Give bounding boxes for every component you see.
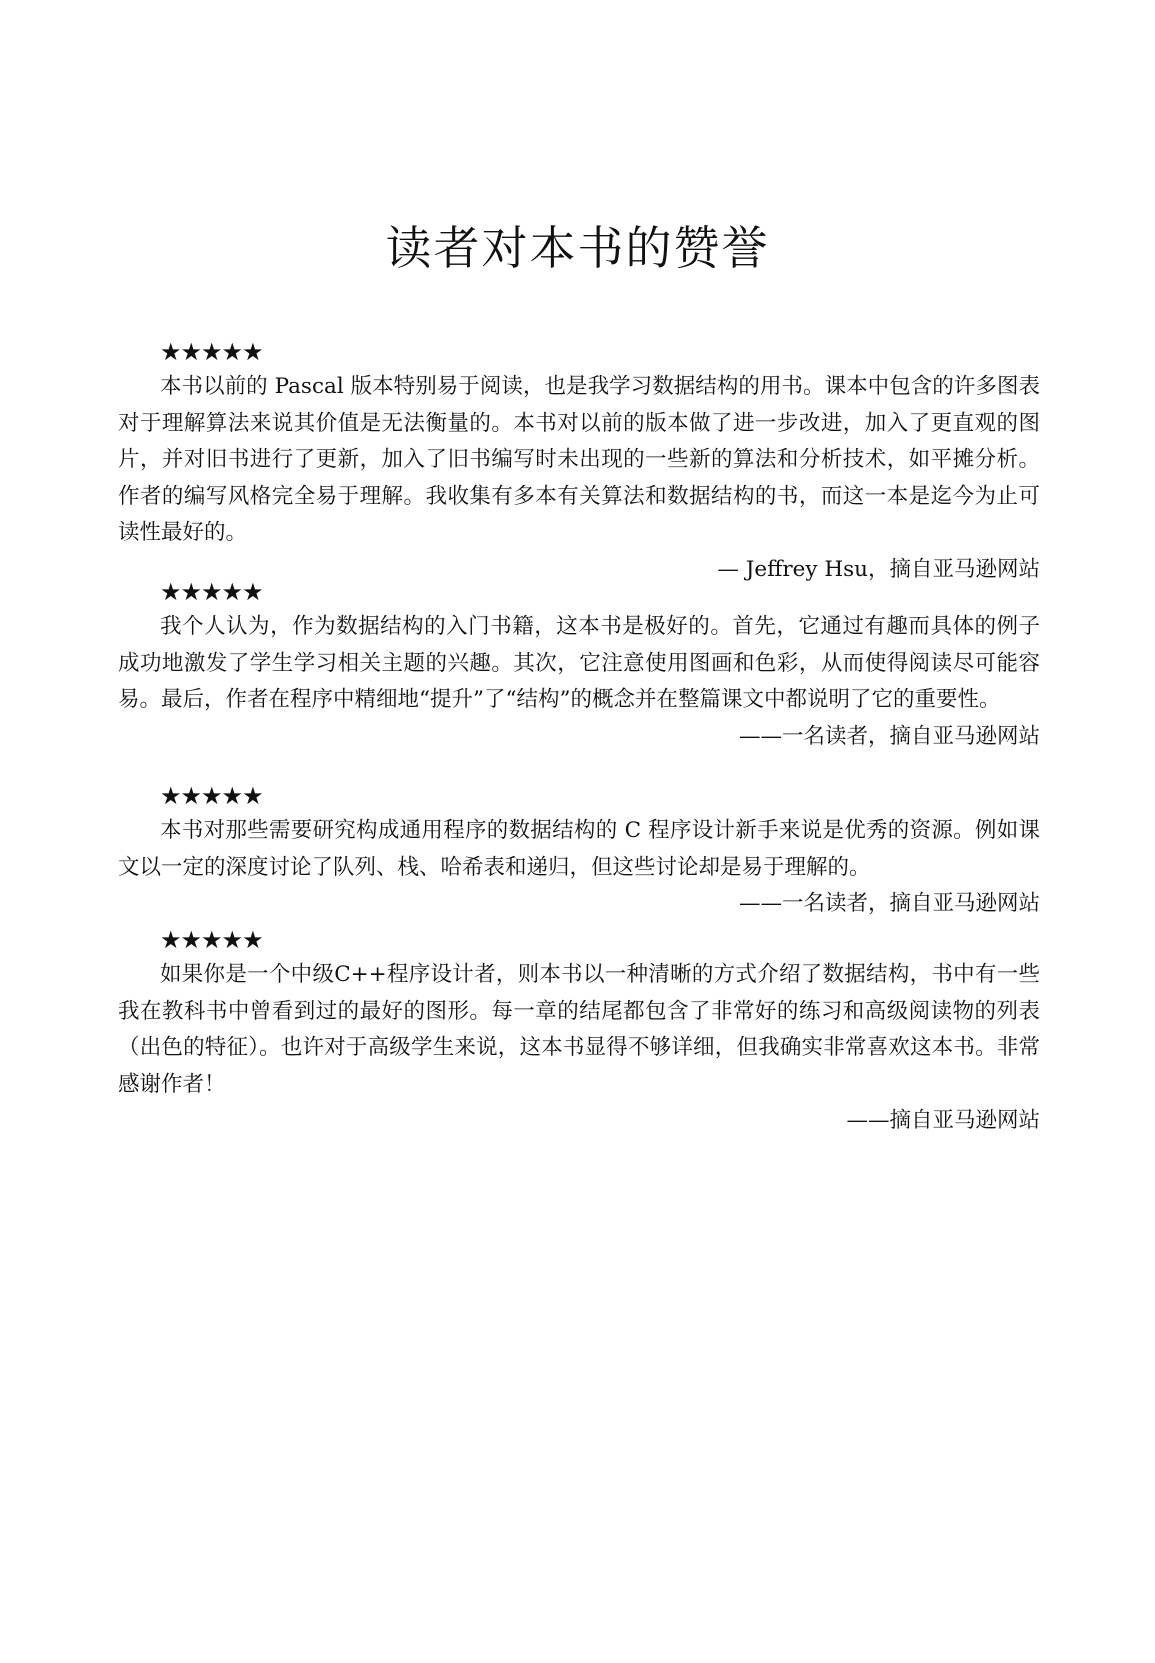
review-attribution: — Jeffrey Hsu，摘自亚马逊网站 xyxy=(717,556,1040,582)
review-attribution: ——一名读者，摘自亚马逊网站 xyxy=(738,891,1040,916)
review-text: 本书对那些需要研究构成通用程序的数据结构的 C 程序设计新手来说是优秀的资源。例如课文以一定的深度讨论了队列、栈、哈希表和递归，但这些讨论却是易于理解的。 xyxy=(118,818,1040,880)
review-text: 本书以前的 Pascal 版本特别易于阅读，也是我学习数据结构的用书。课本中包含的许多图表对于理解算法来说其价值是无法衡量的。本书对以前的版本做了进一步改进，加入了更直观的图片，并对旧书进行了更新，加入了旧书编写时未出现的一些新的算法和分析技术，如平摊分析。作者的编写风格完全易于理解。我收集有多本有关算法和数据结构的书，而这一本是迄今为止可读性最好的。 xyxy=(118,374,1040,545)
review-1 xyxy=(118,337,1040,588)
review-3 xyxy=(118,781,1040,922)
review-4 xyxy=(118,925,1040,1139)
review-attribution: ——摘自亚马逊网站 xyxy=(846,1108,1040,1133)
star-rating: ★★★★★ xyxy=(160,578,263,606)
review-text: 我个人认为，作为数据结构的入门书籍，这本书是极好的。首先，它通过有趣而具体的例子成功地激发了学生学习相关主题的兴趣。其次，它注意使用图画和色彩，从而使得阅读尽可能容易。最后，作者在程序中精细地“提升”了“结构”的概念并在整篇课文中都说明了它的重要性。 xyxy=(118,614,1040,712)
review-2 xyxy=(118,577,1040,755)
review-text: 如果你是一个中级C++程序设计者，则本书以一种清晰的方式介绍了数据结构，书中有一些我在教科书中曾看到过的最好的图形。每一章的结尾都包含了非常好的练习和高级阅读物的列表（出色的特征）。也许对于高级学生来说，这本书显得不够详细，但我确实非常喜欢这本书。非常感谢作者！ xyxy=(118,962,1040,1097)
review-attribution: ——一名读者，摘自亚马逊网站 xyxy=(738,723,1040,749)
star-rating: ★★★★★ xyxy=(160,782,263,810)
star-rating: ★★★★★ xyxy=(160,926,263,954)
star-rating: ★★★★★ xyxy=(160,338,263,366)
page-title: 读者对本书的赞誉 xyxy=(385,221,770,275)
